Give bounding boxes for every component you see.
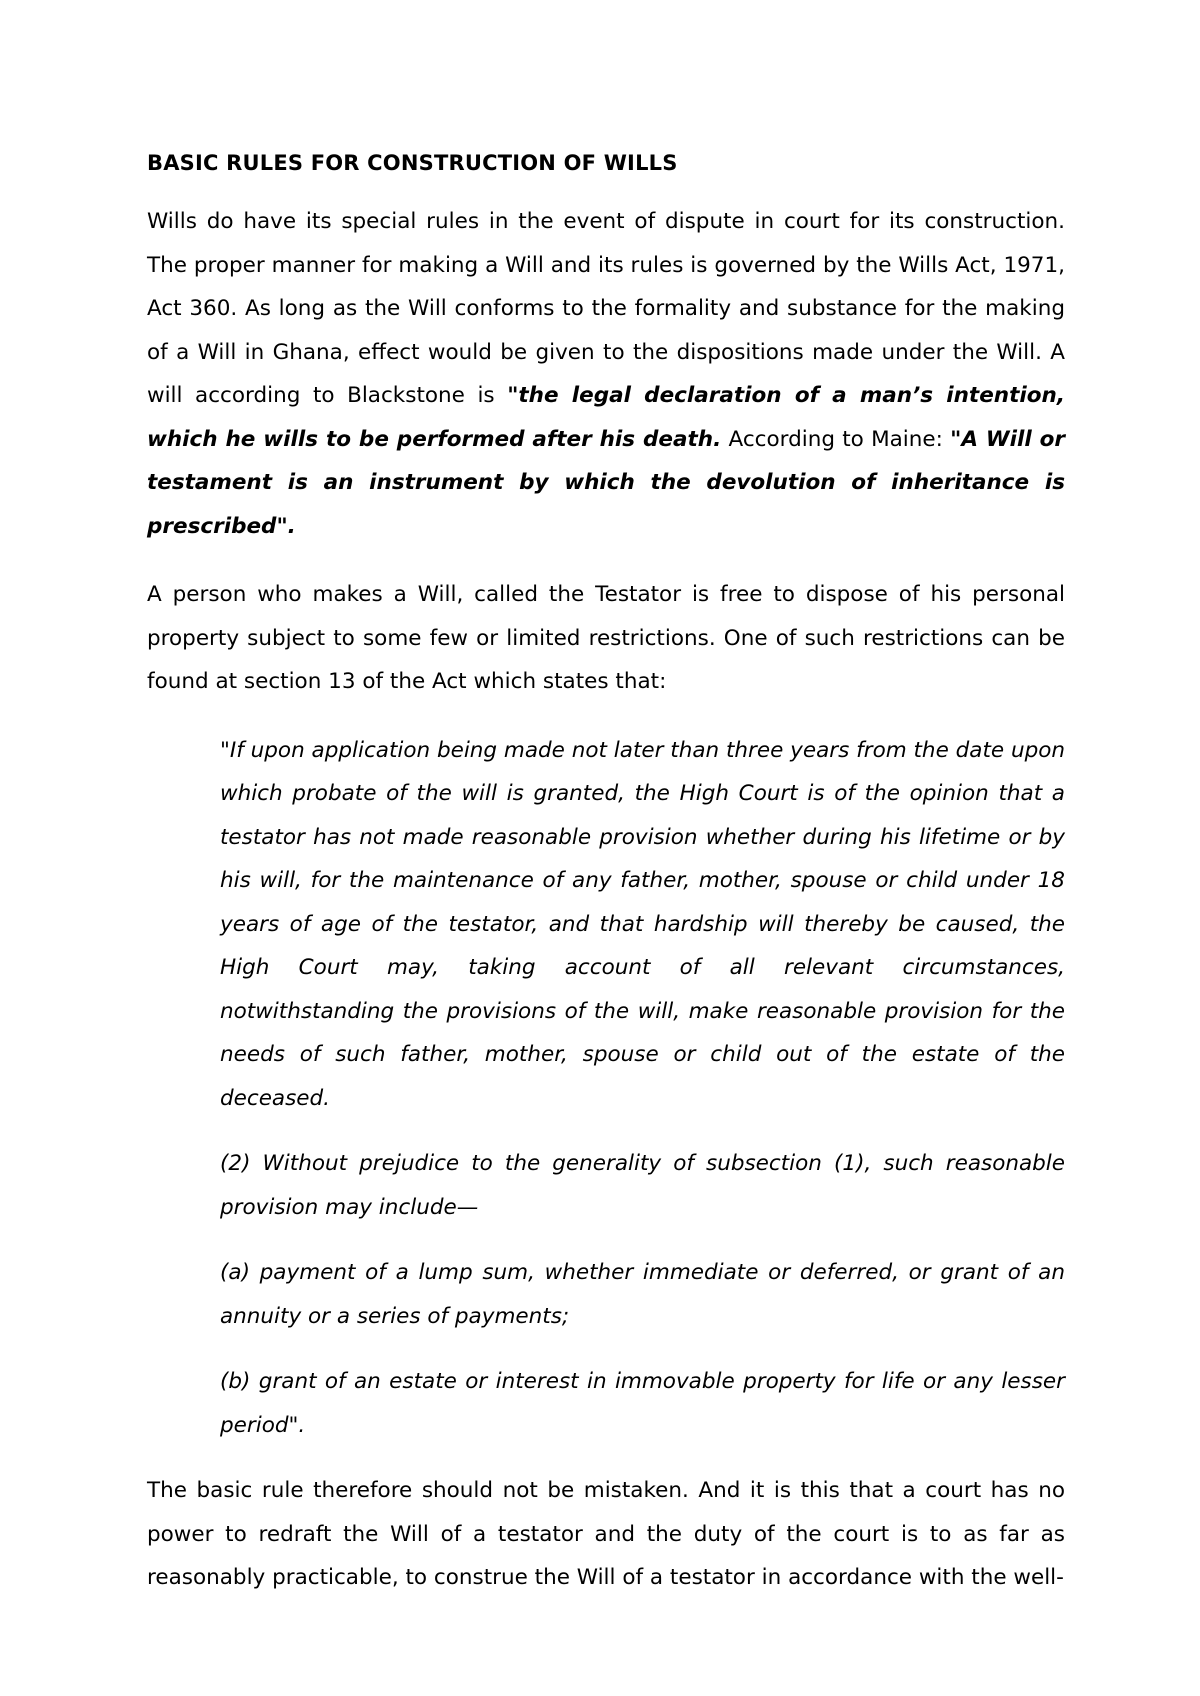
basic-rule-paragraph: The basic rule therefore should not be mistaken. And it is this that a court has no power to redraft the Will of a testator and the duty of the court is to as far as reasonably practicable, to construe the Will of a testator in accordance with the well- bbox=[147, 1478, 1065, 1590]
statute-subsection-2: (2) Without prejudice to the generality of subsection (1), such reasonable provision may include— bbox=[220, 1151, 1065, 1220]
page-body bbox=[147, 148, 1065, 1625]
document-title: BASIC RULES FOR CONSTRUCTION OF WILLS bbox=[147, 151, 678, 175]
intro-paragraph bbox=[147, 200, 1065, 548]
intro-text-b: According to Maine: bbox=[721, 426, 951, 452]
testator-paragraph: A person who makes a Will, called the Testator is free to dispose of his personal property subject to some few or limited restrictions. One of such restrictions can be found at section 13 of the Act which states that: bbox=[147, 582, 1065, 694]
intro-text-a: Wills do have its special rules in the event of dispute in court for its construction. The proper manner for making a Will and its rules is governed by the Wills Act, 1971, Act 360. As long as the Will conforms to the formality and substance for the making of a Will in Ghana, effect would be given to the dispositions made under the Will. A will according to Blackstone is bbox=[147, 209, 1065, 408]
statute-item-b: (b) grant of an estate or interest in immovable property for life or any lesser period". bbox=[220, 1369, 1065, 1438]
blackstone-quote: "the legal declaration of a man’s intention, which he wills to be performed after his death. bbox=[147, 383, 1065, 452]
statute-item-a: (a) payment of a lump sum, whether immediate or deferred, or grant of an annuity or a series of payments; bbox=[220, 1260, 1065, 1329]
statute-subsection-1: "If upon application being made not later than three years from the date upon which probate of the will is granted, the High Court is of the opinion that a testator has not made reasonable provision whether during his lifetime or by his will, for the maintenance of any father, mother, spouse or child under 18 years of age of the testator, and that hardship will thereby be caused, the High Court may, taking account of all relevant circumstances, notwithstanding the provisions of the will, make reasonable provision for the needs of such father, mother, spouse or child out of the estate of the deceased. bbox=[220, 737, 1065, 1111]
maine-quote: "A Will or testament is an instrument by which the devolution of inheritance is prescribed". bbox=[147, 426, 1066, 539]
